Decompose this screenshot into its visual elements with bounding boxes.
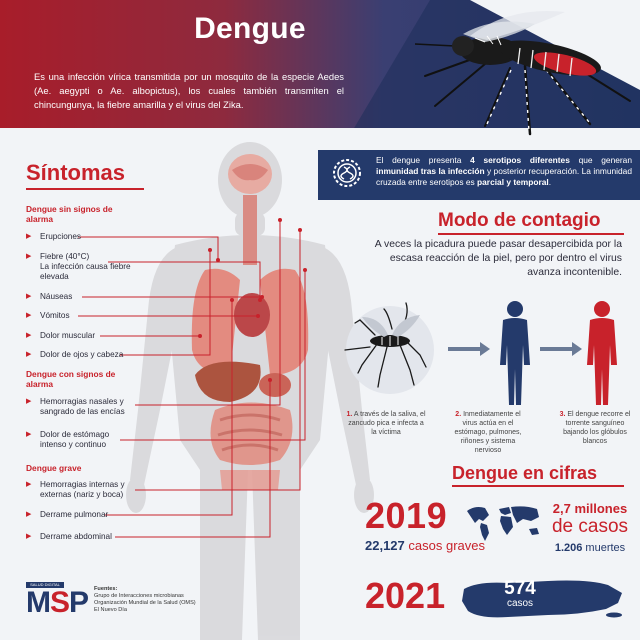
bullet-arrow-icon: ▶	[26, 481, 32, 488]
muertes: 1.206 muertes	[554, 542, 626, 554]
logo-tagline: SALUD DIGITAL	[26, 582, 64, 588]
fuentes-list: Fuentes: Grupo de Interacciones microbianas Organización Mundial de la Salud (OMS) El Nuevo Día	[94, 586, 196, 613]
virus-shield-icon	[330, 156, 364, 190]
contagio-underline	[438, 233, 624, 235]
bullet-arrow-icon: ▶	[26, 533, 32, 540]
casos-graves: 22,127 casos graves	[365, 538, 485, 553]
symptom-dolor-estomago: ▶ Dolor de estómago intenso y continuo	[26, 430, 110, 449]
sintomas-heading: Síntomas	[26, 160, 126, 185]
symptom-nauseas: ▶ Náuseas	[26, 292, 73, 301]
casos-2021-label: casos	[506, 598, 534, 609]
person-icon	[587, 301, 617, 405]
cifras-underline	[452, 485, 624, 487]
year-2021: 2021	[365, 575, 446, 616]
cifras-heading: Dengue en cifras	[452, 463, 598, 483]
bullet-arrow-icon: ▶	[26, 511, 32, 518]
symptom-vomitos: ▶ Vómitos	[26, 311, 70, 320]
symptom-dolor-muscular: ▶ Dolor muscular	[26, 331, 96, 340]
serotipos-text: El dengue presenta 4 serotipos diferentes que generan inmunidad tras la infección y posterior recuperación. La inmunidad cruzada entre serotipos es parcial y temporal.	[376, 155, 632, 187]
year-2019: 2019	[365, 495, 448, 536]
world-map-icon	[465, 503, 545, 543]
symptom-derrame-pulmonar: ▶ Derrame pulmonar	[26, 510, 109, 519]
person-icon	[500, 301, 530, 405]
group-grave-label: Dengue grave	[26, 463, 82, 473]
bullet-arrow-icon: ▶	[26, 431, 32, 438]
group-con-alarma-label: Dengue con signos de alarma	[26, 369, 116, 389]
contagio-step-2: 2. Inmediatamente el virus actúa en el estómago, pulmones, riñones y sistema nervioso	[454, 411, 522, 454]
bullet-arrow-icon: ▶	[26, 351, 32, 358]
millones-casos: 2,7 millones	[552, 501, 628, 516]
contagio-text: A veces la picadura puede pasar desapercibida por la escasa reacción de la piel, pero por dentro el virus avanza incontenible.	[374, 239, 622, 278]
contagio-heading: Modo de contagio	[438, 210, 601, 231]
symptom-erupciones: ▶ Erupciones	[26, 232, 81, 241]
mosquito-icon	[415, 6, 640, 138]
contagio-illustration	[340, 295, 640, 415]
casos-2021-number: 574	[504, 578, 536, 599]
symptom-dolor-ojos: ▶ Dolor de ojos y cabeza	[26, 350, 124, 359]
group-sin-alarma-label: Dengue sin signos de alarma	[26, 204, 113, 224]
contagio-step-3: 3. El dengue recorre el torrente sanguíneo bajando los glóbulos blancos	[559, 411, 631, 445]
symptom-fiebre: ▶ Fiebre (40°C) La infección causa fiebre elevada	[26, 252, 131, 281]
de-casos-label: de casos	[551, 516, 629, 537]
bullet-arrow-icon: ▶	[26, 398, 32, 405]
bullet-arrow-icon: ▶	[26, 312, 32, 319]
symptom-hemorragias-internas: ▶ Hemorragias internas y externas (nariz y boca)	[26, 480, 125, 499]
bullet-arrow-icon: ▶	[26, 233, 32, 240]
symptom-hemorragias-nasales: ▶ Hemorragias nasales y sangrado de las encías	[26, 397, 125, 416]
bullet-arrow-icon: ▶	[26, 332, 32, 339]
bullet-arrow-icon: ▶	[26, 253, 32, 260]
msp-logo: MSP	[26, 586, 89, 619]
arrow-right-icon	[540, 342, 582, 356]
intro-text: Es una infección vírica transmitida por un mosquito de la especie Aedes (Ae. aegypti o Ae. albopictus), los cuales también transmiten el chincungunya, la fiebre amarilla y el virus del Zika.	[34, 71, 344, 110]
page-title: Dengue	[194, 12, 306, 45]
contagio-step-1: 1. A través de la saliva, el zancudo pica e infecta a la víctima	[346, 411, 426, 436]
arrow-right-icon	[448, 342, 490, 356]
symptom-derrame-abdominal: ▶ Derrame abdominal	[26, 532, 112, 541]
bullet-arrow-icon: ▶	[26, 293, 32, 300]
sintomas-underline	[26, 188, 144, 190]
